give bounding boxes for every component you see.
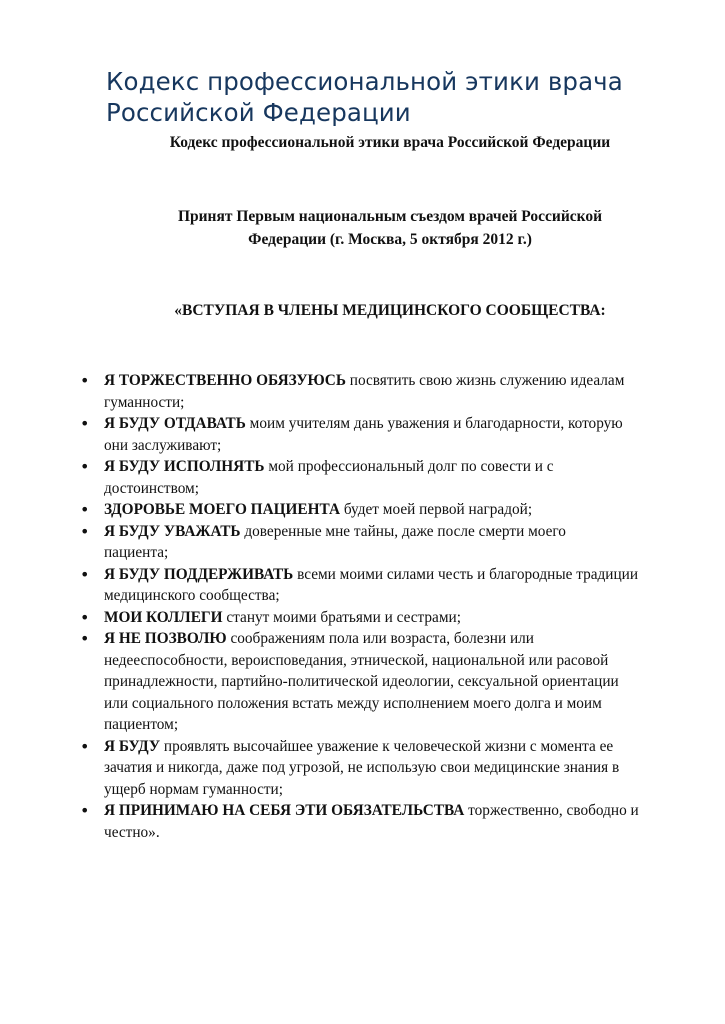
heading-line-1: Кодекс профессиональной этики врача (106, 67, 623, 96)
list-item-lead: Я БУДУ (104, 737, 161, 755)
adoption-note-line-2: Федерации (г. Москва, 5 октября 2012 г.) (248, 231, 532, 248)
list-item-text: станут моими братьями и сестрами; (222, 608, 461, 626)
list-item-text: гуманности; (104, 393, 185, 411)
list-item-line (104, 370, 675, 392)
list-item-line (104, 499, 675, 521)
list-item (0, 370, 725, 413)
list-item-text: медицинского сообщества; (104, 587, 280, 604)
list-item-lead: Я ПРИНИМАЮ НА СЕБЯ ЭТИ ОБЯЗАТЕЛЬСТВА (104, 802, 465, 819)
list-item-text: торжественно, свободно и (464, 802, 639, 819)
list-item (0, 628, 725, 736)
list-item-text: посвятить свою жизнь служению идеалам (345, 372, 625, 389)
list-item-text: будет моей первой наградой; (340, 501, 533, 518)
list-item-lead: МОИ КОЛЛЕГИ (104, 608, 223, 626)
document-heading (106, 66, 696, 128)
list-item-line (104, 628, 675, 650)
list-item-text: пациента; (104, 544, 169, 561)
list-item-line (104, 564, 675, 586)
oath-intro: «ВСТУПАЯ В ЧЛЕНЫ МЕДИЦИНСКОГО СООБЩЕСТВА: (174, 302, 606, 319)
list-item-line (104, 392, 675, 414)
bullet-icon: • (80, 801, 90, 820)
list-item-lead: Я БУДУ ПОДДЕРЖИВАТЬ (104, 565, 294, 583)
list-item-line (104, 585, 675, 607)
list-item-text: моим учителям дань уважения и благодарности, которую (245, 415, 623, 432)
list-item-text: пациентом; (104, 716, 179, 733)
list-item-line (104, 521, 675, 543)
list-item (0, 800, 725, 843)
list-item-line (104, 714, 675, 736)
bullet-icon: • (80, 500, 90, 519)
list-item-lead: Я НЕ ПОЗВОЛЮ (104, 630, 227, 647)
list-item-line (104, 650, 675, 672)
list-item-line (104, 435, 675, 457)
bullet-icon: • (80, 414, 90, 433)
bullet-icon: • (80, 371, 90, 390)
bullet-icon: • (80, 629, 90, 648)
list-item-text: недееспособности, вероисповедания, этнической, национальной или расовой (104, 651, 609, 669)
bullet-icon: • (80, 521, 90, 541)
list-item (0, 499, 725, 521)
list-item (0, 607, 725, 629)
list-item-line (104, 800, 675, 822)
list-item-lead: Я ТОРЖЕСТВЕННО ОБЯЗУЮСЬ (104, 372, 346, 389)
bullet-icon: • (80, 564, 90, 584)
list-item-lead: Я БУДУ ОТДАВАТЬ (104, 415, 246, 432)
list-item-text: ущерб нормам гуманности; (104, 780, 283, 798)
list-item (0, 736, 725, 801)
list-item-text: всеми моими силами честь и благородные традиции (293, 565, 639, 583)
bullet-icon: • (80, 607, 90, 627)
list-item-line (104, 822, 675, 844)
list-item-text: они заслуживают; (104, 436, 222, 454)
list-item-line (104, 456, 675, 478)
heading-line-2: Российской Федерации (106, 98, 411, 127)
list-item-text: зачатия и никогда, даже под угрозой, не использую свои медицинские знания в (104, 759, 620, 776)
list-item-text: соображениям пола или возраста, болезни или (226, 630, 534, 647)
list-item-line (104, 607, 675, 629)
list-item-text: достоинством; (104, 479, 199, 497)
list-item-line (104, 779, 675, 801)
adoption-note-line-1: Принят Первым национальным съездом врачей Российской (177, 208, 603, 225)
list-item-line (104, 757, 675, 779)
list-item (0, 521, 725, 564)
adoption-note (80, 205, 700, 251)
list-item-line (104, 542, 675, 564)
list-item-text: мой профессиональный долг по совести и с (264, 458, 554, 475)
list-item-text: или социального положения встать между исполнением моего долга и моим (104, 694, 602, 712)
list-item-text: проявлять высочайшее уважение к человеческой жизни с момента ее (160, 737, 614, 755)
list-item-line (104, 736, 675, 758)
list-item-text: принадлежности, партийно-политической идеологии, сексуальной ориентации (104, 673, 619, 690)
list-item-lead: Я БУДУ ИСПОЛНЯТЬ (104, 458, 265, 475)
list-item (0, 564, 725, 607)
oath-list (0, 370, 725, 843)
list-item-text: честно». (104, 823, 160, 841)
list-item-lead: ЗДОРОВЬЕ МОЕГО ПАЦИЕНТА (104, 501, 341, 518)
list-item-lead: Я БУДУ УВАЖАТЬ (104, 522, 241, 540)
list-item-text: доверенные мне тайны, даже после смерти моего (240, 522, 566, 540)
bullet-icon: • (80, 736, 90, 756)
list-item-line (104, 478, 675, 500)
list-item-line (104, 693, 675, 715)
list-item (0, 456, 725, 499)
list-item (0, 413, 725, 456)
list-item-line (104, 413, 675, 435)
list-item-line (104, 671, 675, 693)
document-subtitle: Кодекс профессиональной этики врача Российской Федерации (169, 134, 611, 151)
bullet-icon: • (80, 457, 90, 476)
